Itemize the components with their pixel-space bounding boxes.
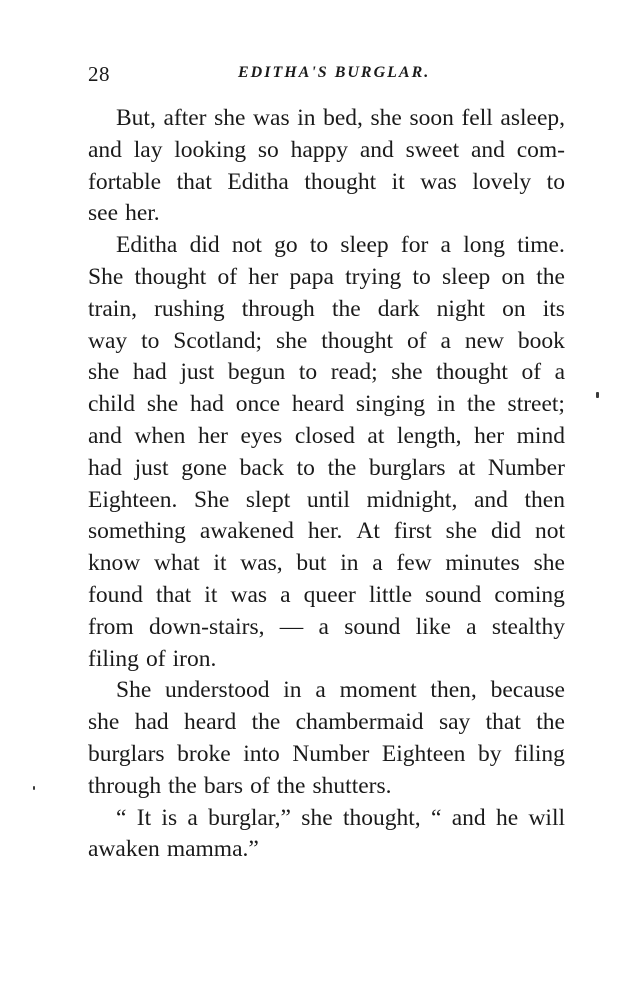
text-line: Eighteen. She slept until midnight, and then — [88, 486, 565, 513]
paragraph — [88, 103, 565, 230]
text-line: “ It is a burglar,” she thought, “ and he will — [116, 804, 565, 831]
text-line: fortable that Editha thought it was lovely to — [88, 168, 565, 195]
margin-mark — [33, 786, 35, 790]
text-line: from down-stairs, — a sound like a stealthy — [88, 613, 565, 640]
paragraph — [88, 803, 565, 867]
text-line: through the bars of the shutters. — [88, 772, 392, 799]
text-line: something awakened her. At first she did not — [88, 518, 565, 545]
page-number: 28 — [88, 62, 110, 86]
paragraph — [88, 675, 565, 802]
margin-mark — [596, 392, 599, 398]
text-line: burglars broke into Number Eighteen by filing — [88, 740, 565, 767]
paragraph — [88, 230, 565, 675]
text-line: see her. — [88, 200, 160, 227]
running-head: EDITHA'S BURGLAR. — [238, 64, 431, 81]
text-line: had just gone back to the burglars at Number — [88, 454, 565, 481]
page-header — [88, 62, 563, 88]
text-line: know what it was, but in a few minutes she — [88, 550, 565, 577]
text-line: train, rushing through the dark night on its — [88, 295, 565, 322]
text-line: and when her eyes closed at length, her mind — [88, 422, 565, 449]
text-line: she had heard the chambermaid say that the — [88, 709, 565, 736]
text-line: But, after she was in bed, she soon fell asleep, — [116, 105, 565, 131]
text-line: and lay looking so happy and sweet and com- — [88, 136, 565, 163]
text-line: she had just begun to read; she thought of a — [88, 359, 565, 386]
text-line: found that it was a queer little sound coming — [88, 581, 565, 608]
text-line: Editha did not go to sleep for a long time. — [116, 232, 565, 259]
text-line: child she had once heard singing in the street; — [88, 391, 565, 418]
text-line: She thought of her papa trying to sleep on the — [88, 263, 565, 290]
text-line: awaken mamma.” — [88, 836, 259, 863]
text-line: way to Scotland; she thought of a new book — [88, 327, 565, 354]
body-text — [88, 103, 565, 866]
text-line: She understood in a moment then, because — [116, 677, 565, 704]
text-line: filing of iron. — [88, 645, 217, 672]
